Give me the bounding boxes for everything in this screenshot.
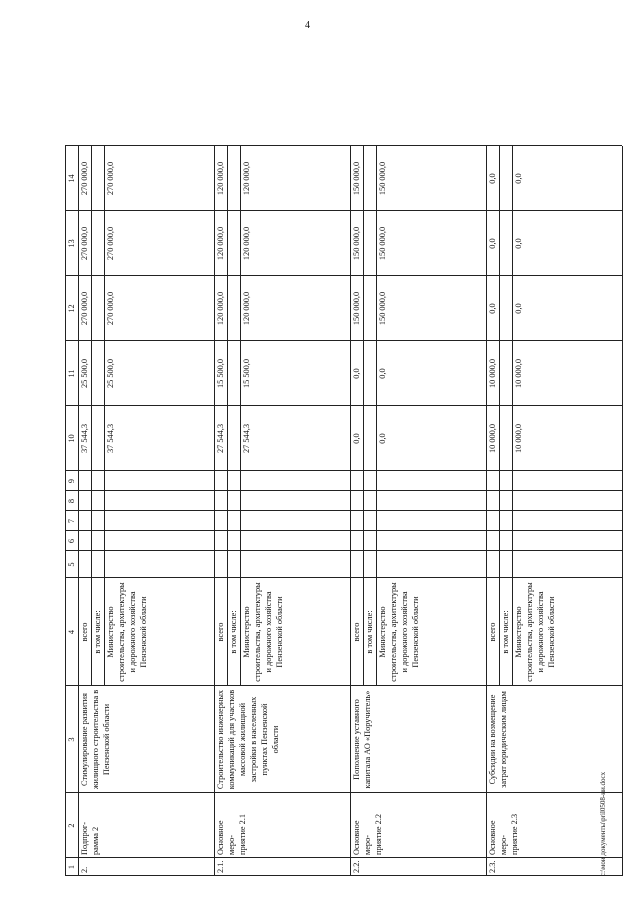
funding-value: 120 000,0: [216, 226, 225, 261]
funding-value: [104, 491, 214, 511]
column-header: 14: [67, 174, 76, 183]
funding-value: [499, 211, 512, 276]
funding-value: [240, 531, 350, 551]
column-header: 4: [67, 629, 76, 635]
column-header: 11: [67, 369, 76, 378]
funding-label: всего: [216, 622, 225, 642]
funding-value: 150 000,0: [378, 226, 387, 261]
funding-label: всего: [488, 622, 497, 642]
funding-value: 270 000,0: [80, 161, 89, 196]
funding-value: 0,0: [514, 173, 523, 184]
funding-label: в том числе:: [365, 610, 374, 654]
funding-value: [363, 491, 376, 511]
funding-value: [227, 491, 240, 511]
funding-value: [227, 341, 240, 406]
funding-label: Министерство строительства, архитектуры и дорожного хозяйства Пензенской области: [106, 582, 148, 682]
funding-value: [376, 531, 486, 551]
funding-value: [227, 211, 240, 276]
column-header: 5: [67, 562, 76, 567]
funding-value: [91, 276, 104, 341]
column-header: 13: [67, 239, 76, 248]
funding-value: 0,0: [378, 368, 387, 379]
funding-value: 0,0: [514, 238, 523, 249]
program-description: Строительство инженерных коммуникаций для участков массовой жилищной застройки в населенных пунктах Пензенской области: [216, 689, 280, 790]
program-name: Основное меро- приятие 2.1: [216, 813, 247, 855]
funding-value: [227, 406, 240, 471]
funding-value: [240, 511, 350, 531]
funding-value: [376, 511, 486, 531]
funding-value: [227, 471, 240, 491]
funding-value: [227, 551, 240, 578]
funding-value: 150 000,0: [352, 161, 361, 196]
funding-value: 270 000,0: [80, 291, 89, 326]
funding-value: 10 000,0: [488, 358, 497, 389]
page-number: 4: [305, 20, 310, 31]
funding-value: 0,0: [352, 433, 361, 444]
funding-value: [499, 276, 512, 341]
column-header: 12: [67, 304, 76, 313]
column-header: 7: [67, 518, 76, 524]
funding-value: [499, 471, 512, 491]
funding-value: [227, 511, 240, 531]
column-header: 1: [67, 864, 76, 870]
funding-value: [91, 406, 104, 471]
funding-label: в том числе:: [501, 610, 510, 654]
row-number: 2.1.: [216, 860, 225, 873]
funding-value: 150 000,0: [352, 226, 361, 261]
funding-value: 120 000,0: [242, 291, 251, 326]
funding-value: 270 000,0: [80, 226, 89, 261]
program-name: Основное меро- приятие 2.3: [488, 813, 519, 855]
funding-value: [499, 531, 512, 551]
funding-value: [512, 471, 622, 491]
funding-value: [376, 491, 486, 511]
funding-value: 150 000,0: [378, 161, 387, 196]
row-number: 2.: [80, 866, 89, 873]
funding-value: [486, 531, 499, 551]
column-header: 6: [67, 538, 76, 544]
funding-value: [350, 471, 363, 491]
funding-value: 270 000,0: [106, 161, 115, 196]
funding-value: [363, 341, 376, 406]
funding-value: [91, 491, 104, 511]
funding-value: [104, 551, 214, 578]
funding-value: [376, 471, 486, 491]
funding-value: [78, 491, 91, 511]
funding-value: 10 000,0: [514, 358, 523, 389]
budget-table: [65, 37, 583, 876]
funding-label: в том числе:: [93, 610, 102, 654]
funding-value: [363, 276, 376, 341]
funding-value: [91, 511, 104, 531]
funding-value: 25 500,0: [80, 358, 89, 389]
funding-value: [78, 531, 91, 551]
program-description: Субсидии на возмещение затрат юридическим лицам: [488, 691, 508, 788]
funding-value: [214, 531, 227, 551]
funding-value: [512, 531, 622, 551]
funding-value: [499, 146, 512, 211]
funding-value: [214, 491, 227, 511]
funding-value: [363, 531, 376, 551]
funding-value: [91, 341, 104, 406]
column-header: 10: [67, 434, 76, 443]
funding-value: [240, 551, 350, 578]
funding-value: 27 544,3: [216, 423, 225, 454]
funding-value: [512, 551, 622, 578]
funding-value: [486, 471, 499, 491]
funding-value: 10 000,0: [514, 423, 523, 454]
funding-value: 150 000,0: [378, 291, 387, 326]
funding-value: [363, 511, 376, 531]
funding-value: 120 000,0: [216, 291, 225, 326]
program-description: Стимулирование развития жилищного строительства в Пензенской области: [80, 689, 111, 790]
file-path-footer: c:\мои документы\pril0508-ии.docx: [599, 771, 607, 876]
funding-value: [104, 471, 214, 491]
funding-value: [214, 471, 227, 491]
funding-value: [486, 491, 499, 511]
funding-label: Министерство строительства, архитектуры и дорожного хозяйства Пензенской области: [514, 582, 556, 682]
funding-label: в том числе:: [229, 610, 238, 654]
column-header: 3: [67, 737, 76, 742]
funding-value: 120 000,0: [242, 161, 251, 196]
funding-value: [91, 471, 104, 491]
funding-value: 10 000,0: [488, 423, 497, 454]
row-number: 2.3.: [488, 860, 497, 873]
funding-value: [227, 531, 240, 551]
funding-value: 15 500,0: [242, 358, 251, 389]
funding-value: [499, 341, 512, 406]
funding-value: [240, 471, 350, 491]
funding-label: Министерство строительства, архитектуры и дорожного хозяйства Пензенской области: [242, 582, 284, 682]
funding-value: 37 544,3: [106, 423, 115, 454]
funding-value: [363, 211, 376, 276]
funding-value: 0,0: [488, 238, 497, 249]
funding-label: всего: [352, 622, 361, 642]
funding-value: [240, 491, 350, 511]
funding-label: всего: [80, 622, 89, 642]
funding-value: [91, 146, 104, 211]
funding-value: [363, 146, 376, 211]
funding-label: Министерство строительства, архитектуры и дорожного хозяйства Пензенской области: [378, 582, 420, 682]
funding-value: 25 500,0: [106, 358, 115, 389]
funding-value: [91, 211, 104, 276]
row-number: 2.2.: [352, 860, 361, 873]
funding-value: 270 000,0: [106, 226, 115, 261]
funding-value: [363, 406, 376, 471]
funding-value: [91, 531, 104, 551]
funding-value: 0,0: [378, 433, 387, 444]
funding-value: [499, 511, 512, 531]
funding-value: [350, 511, 363, 531]
column-header: 2: [67, 823, 76, 828]
column-header: 8: [67, 498, 76, 504]
program-name: Подпрог- рамма 2: [80, 821, 100, 855]
funding-value: 0,0: [488, 303, 497, 314]
block-rule: [622, 146, 623, 876]
funding-value: [376, 551, 486, 578]
funding-value: [227, 146, 240, 211]
funding-value: [78, 551, 91, 578]
funding-value: [486, 511, 499, 531]
funding-value: [214, 551, 227, 578]
funding-value: 0,0: [514, 303, 523, 314]
funding-value: [499, 551, 512, 578]
funding-value: [512, 511, 622, 531]
funding-value: [350, 491, 363, 511]
funding-value: 0,0: [488, 173, 497, 184]
funding-value: 270 000,0: [106, 291, 115, 326]
funding-value: 0,0: [352, 368, 361, 379]
column-header: 9: [67, 478, 76, 484]
funding-value: [486, 551, 499, 578]
funding-value: 120 000,0: [242, 226, 251, 261]
funding-value: [499, 406, 512, 471]
program-name: Основное меро- приятие 2.2: [352, 813, 383, 855]
funding-value: [363, 471, 376, 491]
funding-value: [104, 531, 214, 551]
funding-value: 15 500,0: [216, 358, 225, 389]
funding-value: [350, 531, 363, 551]
funding-value: 150 000,0: [352, 291, 361, 326]
funding-value: [91, 551, 104, 578]
funding-value: [104, 511, 214, 531]
funding-value: [512, 491, 622, 511]
funding-value: 37 544,3: [80, 423, 89, 454]
funding-value: [78, 471, 91, 491]
funding-value: [78, 511, 91, 531]
program-description: Пополнение уставного капитала АО «Поручитель»: [352, 690, 372, 789]
funding-value: [363, 551, 376, 578]
funding-value: [227, 276, 240, 341]
funding-value: [350, 551, 363, 578]
funding-value: [499, 491, 512, 511]
funding-value: 27 544,3: [242, 423, 251, 454]
funding-value: 120 000,0: [216, 161, 225, 196]
funding-value: [214, 511, 227, 531]
